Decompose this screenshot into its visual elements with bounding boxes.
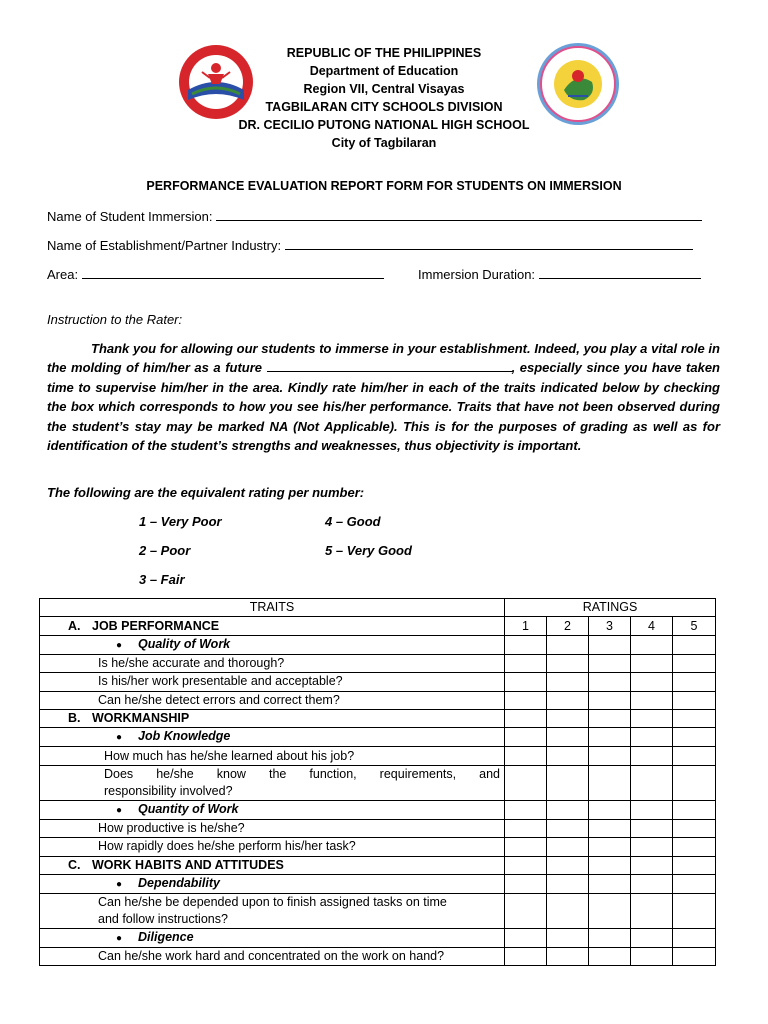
subsection-label: Diligence — [138, 929, 194, 944]
scale-4: 4 – Good — [325, 514, 381, 529]
rating-box[interactable] — [673, 800, 716, 819]
rating-number-1: 1 — [505, 617, 547, 635]
establishment-blank[interactable] — [285, 239, 693, 250]
rating-box[interactable] — [589, 728, 631, 747]
rating-box[interactable] — [631, 819, 673, 837]
question-depended-line1: Can he/she be depended upon to finish assigned tasks on time — [98, 894, 447, 909]
instruction-paragraph — [47, 339, 720, 455]
rating-box[interactable] — [673, 728, 716, 747]
student-name-label: Name of Student Immersion: — [47, 209, 213, 224]
ratings-header: RATINGS — [505, 599, 716, 617]
section-c-row — [40, 856, 716, 874]
equivalent-rating-label: The following are the equivalent rating per number: — [47, 485, 365, 500]
question-row — [40, 654, 716, 672]
rating-box[interactable] — [547, 728, 589, 747]
subsection-row — [40, 728, 716, 747]
instruction-label: Instruction to the Rater: — [47, 312, 183, 327]
rating-box[interactable] — [505, 747, 547, 765]
rating-box[interactable] — [505, 947, 547, 965]
section-b-row — [40, 709, 716, 727]
rating-box[interactable] — [631, 747, 673, 765]
subsection-quantity-of-work — [40, 800, 505, 819]
establishment-field — [47, 238, 693, 253]
rating-box[interactable] — [631, 765, 673, 800]
rating-box[interactable] — [589, 856, 631, 874]
area-field — [47, 267, 384, 282]
rating-box[interactable] — [631, 654, 673, 672]
rating-box[interactable] — [547, 819, 589, 837]
rating-box[interactable] — [673, 819, 716, 837]
instruction-text-2: , especially since you have taken time to supervise him/her in the area. Kindly rate him/her in each of the traits indicated below by checking the box which corresponds to how you see his/her performance. Traits that have not been observed during the student’s stay may be marked NA (Not Applicable). This is for the purposes of grading as well as for identification of the student’s strengths and weaknesses, thus objectivity is important. — [47, 360, 720, 454]
rating-box[interactable] — [589, 691, 631, 709]
rating-box[interactable] — [547, 765, 589, 800]
rating-box[interactable] — [589, 800, 631, 819]
rating-box[interactable] — [631, 874, 673, 893]
rating-box[interactable] — [631, 947, 673, 965]
student-name-blank[interactable] — [216, 210, 702, 221]
rating-box[interactable] — [631, 709, 673, 727]
subsection-diligence — [40, 928, 505, 947]
duration-field — [418, 267, 701, 282]
rating-box[interactable] — [589, 874, 631, 893]
instruction-text-1: Thank you for allowing our students to immerse in your establishment. Indeed, you play a vital role in the molding of him/her as a future — [47, 341, 720, 376]
student-name-field — [47, 209, 702, 224]
rating-box[interactable] — [505, 838, 547, 856]
rating-box[interactable] — [589, 765, 631, 800]
section-b-letter: B. — [68, 711, 81, 726]
rating-box[interactable] — [631, 728, 673, 747]
question-work-hard: Can he/she work hard and concentrated on the work on hand? — [40, 947, 505, 965]
rating-box[interactable] — [505, 709, 547, 727]
rating-number-5: 5 — [673, 617, 716, 635]
question-row — [40, 838, 716, 856]
rating-box[interactable] — [505, 856, 547, 874]
city-line: City of Tagbilaran — [331, 136, 437, 150]
bullet-icon: ● — [116, 932, 123, 944]
rating-box[interactable] — [631, 893, 673, 928]
rating-box[interactable] — [631, 673, 673, 691]
question-depended-line2: and follow instructions? — [98, 911, 228, 926]
rating-number-4: 4 — [631, 617, 673, 635]
section-a-row — [40, 617, 716, 635]
establishment-label: Name of Establishment/Partner Industry: — [47, 238, 282, 253]
section-c-letter: C. — [68, 857, 81, 872]
duration-blank[interactable] — [539, 268, 701, 279]
rating-box[interactable] — [589, 654, 631, 672]
rating-box[interactable] — [547, 747, 589, 765]
rating-box[interactable] — [589, 747, 631, 765]
rating-box[interactable] — [673, 856, 716, 874]
rating-box[interactable] — [673, 654, 716, 672]
subsection-row — [40, 874, 716, 893]
future-blank[interactable] — [267, 361, 512, 372]
rating-box[interactable] — [673, 709, 716, 727]
rating-box[interactable] — [589, 635, 631, 654]
rating-box[interactable] — [547, 947, 589, 965]
rating-box[interactable] — [547, 654, 589, 672]
question-function-line1: Does he/she know the function, requirements, and — [104, 766, 500, 781]
subsection-label: Dependability — [138, 875, 220, 890]
rating-box[interactable] — [673, 691, 716, 709]
rating-box[interactable] — [631, 691, 673, 709]
subsection-label: Job Knowledge — [138, 729, 231, 744]
bullet-icon: ● — [116, 732, 123, 744]
division-line: TAGBILARAN CITY SCHOOLS DIVISION — [265, 100, 503, 114]
section-c-title: WORK HABITS AND ATTITUDES — [92, 857, 284, 872]
traits-rating-table — [39, 598, 716, 966]
rating-box[interactable] — [631, 838, 673, 856]
traits-header: TRAITS — [40, 599, 505, 617]
section-c — [40, 856, 505, 874]
area-blank[interactable] — [82, 268, 384, 279]
rating-box[interactable] — [589, 673, 631, 691]
rating-box[interactable] — [505, 635, 547, 654]
rating-box[interactable] — [547, 709, 589, 727]
region-line: Region VII, Central Visayas — [303, 82, 465, 96]
rating-box[interactable] — [589, 838, 631, 856]
subsection-label: Quality of Work — [138, 636, 231, 651]
rating-box[interactable] — [589, 928, 631, 947]
rating-box[interactable] — [505, 893, 547, 928]
rating-box[interactable] — [673, 747, 716, 765]
rating-box[interactable] — [547, 856, 589, 874]
bullet-icon: ● — [116, 639, 123, 651]
rating-box[interactable] — [505, 728, 547, 747]
rating-box[interactable] — [547, 635, 589, 654]
rating-box[interactable] — [547, 691, 589, 709]
rating-box[interactable] — [505, 691, 547, 709]
duration-label: Immersion Duration: — [418, 267, 536, 282]
bullet-icon: ● — [116, 804, 123, 816]
rating-box[interactable] — [505, 673, 547, 691]
rating-box[interactable] — [673, 947, 716, 965]
rating-box[interactable] — [631, 928, 673, 947]
subsection-row — [40, 928, 716, 947]
section-b-title: WORKMANSHIP — [92, 711, 190, 726]
rating-box[interactable] — [589, 709, 631, 727]
rating-box[interactable] — [505, 874, 547, 893]
rating-box[interactable] — [589, 893, 631, 928]
rating-box[interactable] — [505, 928, 547, 947]
question-learned: How much has he/she learned about his job? — [40, 747, 505, 765]
question-row — [40, 765, 716, 800]
bullet-icon: ● — [116, 878, 123, 890]
question-function — [40, 765, 505, 800]
section-a-letter: A. — [68, 618, 81, 633]
question-rapidly: How rapidly does he/she perform his/her task? — [40, 838, 505, 856]
rating-box[interactable] — [673, 838, 716, 856]
scale-5: 5 – Very Good — [325, 543, 412, 558]
scale-2: 2 – Poor — [139, 543, 191, 558]
question-row — [40, 819, 716, 837]
rating-box[interactable] — [505, 654, 547, 672]
question-row — [40, 947, 716, 965]
rating-box[interactable] — [547, 673, 589, 691]
question-function-line2: responsibility involved? — [104, 783, 233, 798]
rating-box[interactable] — [547, 893, 589, 928]
rating-box[interactable] — [673, 893, 716, 928]
question-row — [40, 893, 716, 928]
area-label: Area: — [47, 267, 79, 282]
rating-box[interactable] — [673, 673, 716, 691]
letterhead — [0, 44, 768, 152]
rating-box[interactable] — [631, 800, 673, 819]
rating-box[interactable] — [673, 874, 716, 893]
question-detect-errors: Can he/she detect errors and correct them? — [40, 691, 505, 709]
rating-box[interactable] — [505, 819, 547, 837]
question-accurate: Is he/she accurate and thorough? — [40, 654, 505, 672]
question-presentable: Is his/her work presentable and acceptable? — [40, 673, 505, 691]
subsection-dependability — [40, 874, 505, 893]
department-line: Department of Education — [309, 64, 459, 78]
rating-box[interactable] — [589, 819, 631, 837]
table-header-row — [40, 599, 716, 617]
rating-box[interactable] — [547, 874, 589, 893]
rating-box[interactable] — [505, 800, 547, 819]
subsection-label: Quantity of Work — [138, 801, 239, 816]
rating-box[interactable] — [673, 928, 716, 947]
rating-box[interactable] — [589, 947, 631, 965]
rating-box[interactable] — [673, 635, 716, 654]
subsection-row — [40, 635, 716, 654]
rating-box[interactable] — [547, 928, 589, 947]
rating-box[interactable] — [547, 800, 589, 819]
subsection-row — [40, 800, 716, 819]
section-a — [40, 617, 505, 635]
section-a-title: JOB PERFORMANCE — [92, 618, 220, 633]
form-title: PERFORMANCE EVALUATION REPORT FORM FOR STUDENTS ON IMMERSION — [146, 179, 622, 193]
rating-box[interactable] — [673, 765, 716, 800]
section-b — [40, 709, 505, 727]
scale-1: 1 – Very Poor — [139, 514, 222, 529]
rating-number-2: 2 — [547, 617, 589, 635]
rating-box[interactable] — [505, 765, 547, 800]
question-depended-upon — [40, 893, 505, 928]
subsection-job-knowledge — [40, 728, 505, 747]
scale-3: 3 – Fair — [139, 572, 185, 587]
republic-line: REPUBLIC OF THE PHILIPPINES — [286, 46, 482, 60]
rating-box[interactable] — [547, 838, 589, 856]
rating-box[interactable] — [631, 856, 673, 874]
question-row — [40, 673, 716, 691]
question-productive: How productive is he/she? — [40, 819, 505, 837]
subsection-quality-of-work — [40, 635, 505, 654]
question-row — [40, 691, 716, 709]
rating-number-3: 3 — [589, 617, 631, 635]
rating-box[interactable] — [631, 635, 673, 654]
question-row — [40, 747, 716, 765]
school-line: DR. CECILIO PUTONG NATIONAL HIGH SCHOOL — [238, 118, 530, 132]
